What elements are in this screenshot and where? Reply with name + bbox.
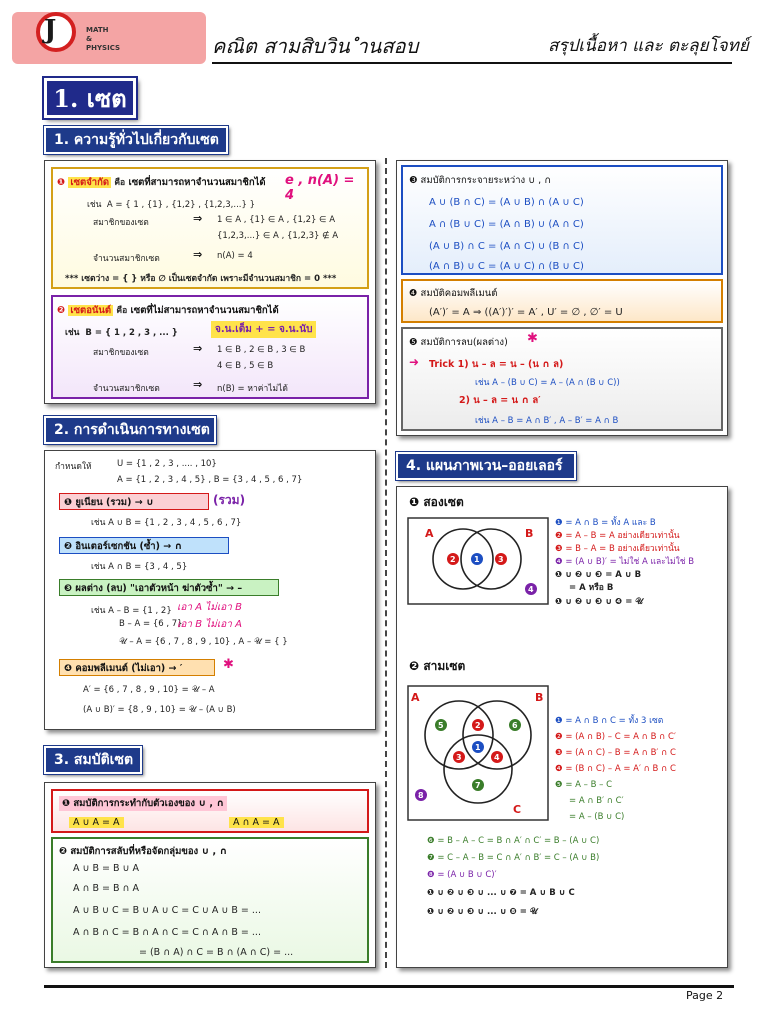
- difference-title: ❸ ผลต่าง (ลบ) "เอาตัวหน้า ฆ่าตัวซ้ำ" → –: [59, 579, 279, 596]
- finite-handwritten-note: e , n(A) = 4: [285, 173, 355, 203]
- implies-icon: ⇒: [193, 248, 203, 261]
- infinite-title-row: ❷ เซตอนันต์ คือ เซตที่ไม่สามารถหาจำนวนสมาชิกได้: [57, 305, 279, 316]
- svg-text:2: 2: [475, 721, 481, 730]
- venn-two-title: ❶ สองเซต: [409, 495, 464, 509]
- finite-member-2: {1,2,3,...} ∈ A , {1,2,3} ∉ A: [217, 231, 339, 241]
- section-title-operations: 2. การดำเนินการทางเซต: [44, 416, 216, 444]
- venn-three-title: ❷ สามเซต: [409, 659, 466, 673]
- idempotent-title: ❶ สมบัติการกระทำกับตัวเองของ ∪ , ∩: [59, 796, 227, 811]
- infinite-set-box: [51, 295, 369, 399]
- commutative-5: = (B ∩ A) ∩ C = B ∩ (A ∩ C) = ...: [139, 947, 294, 958]
- svg-text:3: 3: [498, 555, 504, 564]
- commutative-box: [51, 837, 369, 963]
- svg-text:6: 6: [512, 721, 518, 730]
- distributive-3: (A ∪ B) ∩ C = (A ∩ C) ∪ (B ∩ C): [429, 241, 584, 252]
- svg-text:8: 8: [418, 791, 424, 800]
- star-icon: ✱: [527, 331, 538, 346]
- complement-property-title: ❹ สมบัติคอมพลีเมนต์: [409, 288, 498, 299]
- complement-example-2: (A ∪ B)′ = {8 , 9 , 10} = 𝒰 – (A ∪ B): [83, 705, 236, 715]
- distributive-box: [401, 165, 723, 275]
- venn-two-diagram: [407, 517, 549, 605]
- svg-text:4: 4: [494, 753, 500, 762]
- implies-icon: ⇒: [193, 212, 203, 225]
- complement-title: ❹ คอมพลีเมนต์ (ไม่เอา) → ′: [59, 659, 215, 676]
- commutative-2: A ∩ B = B ∩ A: [73, 883, 140, 894]
- venn-three-diagram: [407, 685, 549, 821]
- trick-1: Trick 1) น – ล = น – (น ∩ ล): [429, 359, 564, 370]
- panel-venn: [396, 486, 728, 968]
- chapter-title: 1. เซต: [44, 78, 136, 118]
- implies-icon: ⇒: [193, 378, 203, 391]
- infinite-count-label: จำนวนสมาชิกเซต: [93, 384, 160, 394]
- infinite-title: เซตอนันต์: [70, 305, 112, 316]
- venn-three-descriptions-2: ❻ = B – A – C = B ∩ A′ ∩ C′ = B – (A ∪ C) ❼ = C – A – B = C ∩ A′ ∩ B′ = C – (A ∪ B) ❽ = (A ∪ B ∪ C)′ ❶ ∪ ❷ ∪ ❸ ∪ ... ∪ ❼ = A ∪ B ∪ C ❶ ∪ ❷ ∪ ❸ ∪ ... ∪ ❽ = 𝒰: [427, 836, 600, 917]
- complement-example-1: A′ = {6 , 7 , 8 , 9 , 10} = 𝒰 – A: [83, 685, 215, 695]
- difference-example-2: B – A = {6 , 7}: [119, 619, 183, 629]
- svg-text:1: 1: [474, 555, 480, 564]
- infinite-member-2: 4 ∈ B , 5 ∈ B: [217, 361, 274, 371]
- svg-text:3: 3: [456, 753, 462, 762]
- finite-count-label: จำนวนสมาชิกเซต: [93, 254, 160, 264]
- trick-2-example: เช่น A – B = A ∩ B′ , A – B′ = A ∩ B: [475, 416, 619, 426]
- venn-two-label-b: B: [525, 527, 534, 540]
- finite-title-row: ❶ เซตจำกัด คือ เซตที่สามารถหาจำนวนสมาชิกได้: [57, 177, 266, 188]
- universal-set: U = {1 , 2 , 3 , .... , 10}: [117, 459, 217, 469]
- infinite-example: เช่น B = { 1 , 2 , 3 , ... }: [65, 328, 178, 338]
- idempotent-intersection: A ∩ A = A: [229, 817, 284, 828]
- finite-member-label: สมาชิกของเซต: [93, 218, 149, 228]
- venn-three-descriptions: ❶ = A ∩ B ∩ C = ทั้ง 3 เซต ❷ = (A ∩ B) – C = A ∩ B ∩ C′ ❸ = (A ∩ C) – B = A ∩ B′ ∩ C ❹ = (B ∩ C) – A = A′ ∩ B ∩ C ❺ = A – B – C = A ∩ B′ ∩ C′ = A – (B ∪ C): [555, 716, 676, 822]
- finite-set-box: [51, 167, 369, 289]
- empty-set-note: *** เซตว่าง = { } หรือ ∅ เป็นเซตจำกัด เพราะมีจำนวนสมาชิก = 0 ***: [65, 274, 337, 284]
- infinite-definition: เซตที่ไม่สามารถหาจำนวนสมาชิกได้: [130, 305, 279, 316]
- venn-two-label-a: A: [425, 527, 434, 540]
- header-title: คณิต สามสิบวิน ำนสอบ: [212, 34, 419, 58]
- infinite-handwritten-note: จ.น.เต็ม + = จ.น.นับ: [211, 321, 316, 338]
- complement-property-box: [401, 279, 723, 323]
- difference-example-1: เช่น A – B = {1 , 2}: [91, 606, 172, 616]
- intersection-title: ❷ อินเตอร์เซกชัน (ซ้ำ) → ∩: [59, 537, 229, 554]
- page-number: Page 2: [686, 989, 724, 1002]
- distributive-2: A ∩ (B ∪ C) = (A ∩ B) ∪ (A ∩ C): [429, 219, 584, 230]
- header-underline: [212, 62, 732, 64]
- intersection-example: เช่น A ∩ B = {3 , 4 , 5}: [91, 562, 188, 572]
- commutative-title: ❷ สมบัติการสลับที่หรือจัดกลุ่มของ ∪ , ∩: [59, 846, 228, 857]
- distributive-4: (A ∩ B) ∪ C = (A ∪ C) ∩ (B ∪ C): [429, 261, 584, 272]
- trick-1-example: เช่น A – (B ∪ C) = A – (A ∩ (B ∪ C)): [475, 378, 620, 388]
- venn-two-descriptions: ❶ = A ∩ B = ทั้ง A และ B ❷ = A – B = A อย่างเดียวเท่านั้น ❸ = B – A = B อย่างเดียวเท่านั้น ❹ = (A ∪ B)′ = ไม่ใช่ A และไม่ใช่ B ❶ ∪ ❷ ∪ ❸ = A ∪ B = A หรือ B ❶ ∪ ❷ ∪ ❸ ∪ ❹ = 𝒰: [555, 518, 695, 607]
- logo-letter: J: [44, 15, 57, 45]
- infinite-member-1: 1 ∈ B , 2 ∈ B , 3 ∈ B: [217, 345, 306, 355]
- section-title-properties: 3. สมบัติเซต: [44, 746, 142, 774]
- complement-property: (A′)′ = A ⇒ ((A′)′)′ = A′ , U′ = ∅ , ∅′ = U: [429, 307, 623, 318]
- infinite-count: n(B) = หาค่าไม่ได้: [217, 384, 288, 394]
- subtraction-title: ❺ สมบัติการลบ(ผลต่าง): [409, 337, 508, 348]
- arrow-right-icon: ➜: [409, 355, 420, 369]
- venn-three-label-a: A: [411, 691, 420, 704]
- difference-note-2: เอา B ไม่เอา A: [177, 619, 242, 630]
- distributive-1: A ∪ (B ∩ C) = (A ∪ B) ∩ (A ∪ C): [429, 197, 584, 208]
- svg-text:7: 7: [475, 781, 481, 790]
- column-divider: [385, 158, 387, 968]
- idempotent-box: [51, 789, 369, 833]
- footer-line: [44, 985, 734, 988]
- subtraction-box: [401, 327, 723, 431]
- venn-three-label-c: C: [513, 803, 522, 816]
- panel-operations: [44, 450, 376, 730]
- svg-text:4: 4: [528, 585, 534, 594]
- distributive-title: ❸ สมบัติการกระจายระหว่าง ∪ , ∩: [409, 175, 552, 186]
- finite-member-1: 1 ∈ A , {1} ∈ A , {1,2} ∈ A: [217, 215, 336, 225]
- difference-note-1: เอา A ไม่เอา B: [177, 602, 242, 613]
- commutative-3: A ∪ B ∪ C = B ∪ A ∪ C = C ∪ A ∪ B = ...: [73, 905, 261, 916]
- difference-example-3: 𝒰 – A = {6 , 7 , 8 , 9 , 10} , A – 𝒰 = { }: [119, 637, 288, 647]
- infinite-member-label: สมาชิกของเซต: [93, 348, 149, 358]
- header-subtitle: สรุปเนื้อหา และ ตะลุยโจทย์: [548, 36, 749, 56]
- union-title: ❶ ยูเนียน (รวม) → ∪: [59, 493, 209, 510]
- finite-count: n(A) = 4: [217, 251, 253, 261]
- svg-text:2: 2: [450, 555, 456, 564]
- logo-box: [12, 12, 206, 64]
- given-label: กำหนดให้: [55, 462, 92, 472]
- star-icon: ✱: [223, 657, 234, 672]
- finite-definition: เซตที่สามารถหาจำนวนสมาชิกได้: [128, 177, 266, 188]
- venn-three-label-b: B: [535, 691, 544, 704]
- panel-properties: [44, 782, 376, 968]
- trick-2: 2) น – ล = น ∩ ล′: [459, 395, 541, 406]
- commutative-4: A ∩ B ∩ C = B ∩ A ∩ C = C ∩ A ∩ B = ...: [73, 927, 261, 938]
- sets-a-b: A = {1 , 2 , 3 , 4 , 5} , B = {3 , 4 , 5 , 6 , 7}: [117, 475, 303, 485]
- panel-properties-right: [396, 160, 728, 436]
- finite-example: เช่น A = { 1 , {1} , {1,2} , {1,2,3,...} }: [87, 200, 256, 210]
- implies-icon: ⇒: [193, 342, 203, 355]
- logo-subtext: MATH & PHYSICS: [86, 26, 121, 52]
- commutative-1: A ∪ B = B ∪ A: [73, 863, 140, 874]
- union-handwritten-note: (รวม): [213, 493, 246, 507]
- finite-title: เซตจำกัด: [70, 177, 110, 188]
- idempotent-union: A ∪ A = A: [69, 817, 124, 828]
- panel-general: [44, 160, 376, 404]
- svg-text:1: 1: [475, 743, 481, 752]
- svg-text:5: 5: [438, 721, 444, 730]
- union-example: เช่น A ∪ B = {1 , 2 , 3 , 4 , 5 , 6 , 7}: [91, 518, 242, 528]
- section-title-general: 1. ความรู้ทั่วไปเกี่ยวกับเซต: [44, 126, 228, 154]
- section-title-venn: 4. แผนภาพเวน–ออยเลอร์: [396, 452, 576, 480]
